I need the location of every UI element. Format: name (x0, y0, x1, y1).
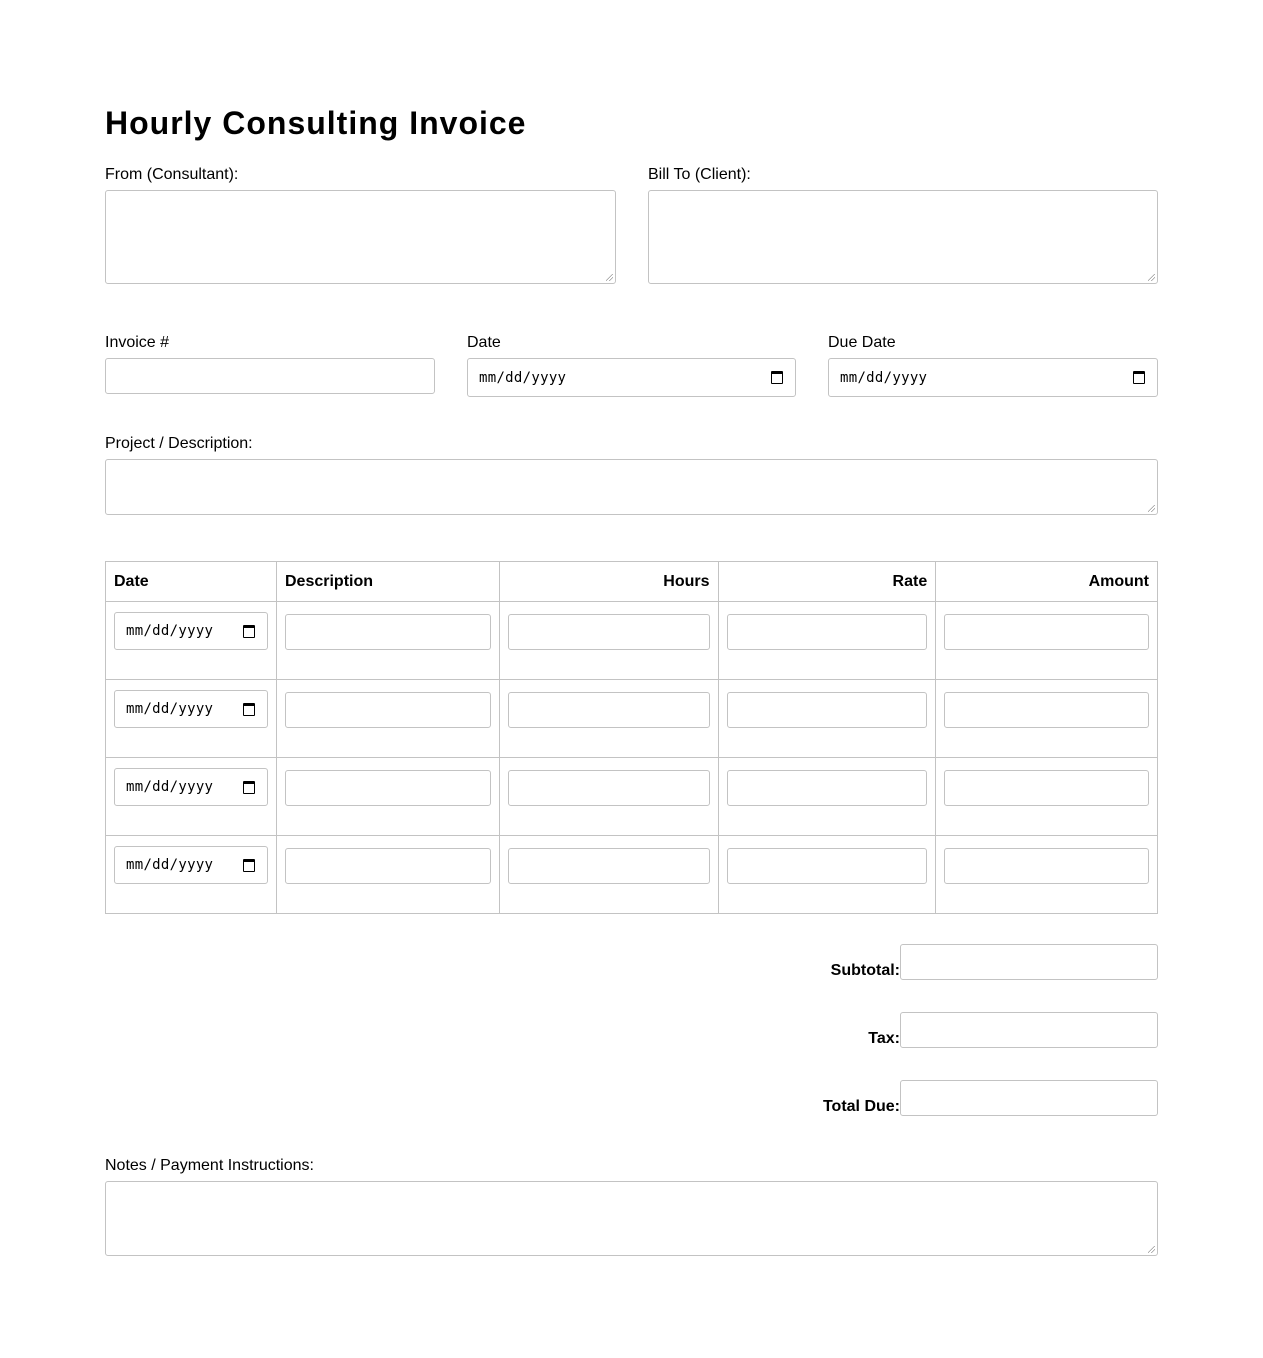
date-input[interactable] (467, 358, 796, 397)
header-hours: Hours (499, 562, 718, 602)
row-date-input[interactable] (114, 768, 268, 806)
row-rate-input[interactable] (727, 692, 928, 728)
invoice-number-label: Invoice # (105, 334, 170, 351)
bill-to-textarea[interactable] (648, 190, 1158, 284)
row-amount-input[interactable] (944, 848, 1149, 884)
date-placeholder: mm/dd/yyyy (126, 857, 214, 873)
notes-label: Notes / Payment Instructions: (105, 1157, 314, 1174)
row-hours-input[interactable] (508, 770, 710, 806)
due-date-placeholder: mm/dd/yyyy (840, 369, 928, 386)
date-label: Date (467, 334, 501, 351)
calendar-icon[interactable] (243, 625, 255, 638)
from-label: From (Consultant): (105, 166, 239, 183)
row-date-input[interactable] (114, 846, 268, 884)
resize-handle-icon[interactable] (1148, 274, 1155, 281)
row-hours-input[interactable] (508, 692, 710, 728)
table-row (106, 758, 1158, 836)
subtotal-input[interactable] (900, 944, 1158, 980)
row-date-input[interactable] (114, 690, 268, 728)
resize-handle-icon[interactable] (1148, 1246, 1155, 1253)
tax-input[interactable] (900, 1012, 1158, 1048)
row-amount-input[interactable] (944, 770, 1149, 806)
bill-to-label: Bill To (Client): (648, 166, 751, 183)
notes-textarea[interactable] (105, 1181, 1158, 1256)
project-textarea[interactable] (105, 459, 1158, 515)
row-amount-input[interactable] (944, 692, 1149, 728)
table-row (106, 836, 1158, 914)
row-description-input[interactable] (285, 614, 491, 650)
header-description: Description (277, 562, 500, 602)
row-hours-input[interactable] (508, 614, 710, 650)
row-description-input[interactable] (285, 848, 491, 884)
calendar-icon[interactable] (771, 371, 783, 384)
calendar-icon[interactable] (243, 781, 255, 794)
line-items-table (105, 561, 1158, 914)
from-textarea[interactable] (105, 190, 616, 284)
calendar-icon[interactable] (1133, 371, 1145, 384)
page-title: Hourly Consulting Invoice (105, 105, 527, 141)
row-hours-input[interactable] (508, 848, 710, 884)
calendar-icon[interactable] (243, 703, 255, 716)
total-due-label: Total Due: (822, 1098, 900, 1115)
row-date-input[interactable] (114, 612, 268, 650)
calendar-icon[interactable] (243, 859, 255, 872)
date-placeholder: mm/dd/yyyy (126, 623, 214, 639)
due-date-label: Due Date (828, 334, 896, 351)
total-due-input[interactable] (900, 1080, 1158, 1116)
subtotal-label: Subtotal: (830, 962, 900, 979)
table-row (106, 680, 1158, 758)
row-rate-input[interactable] (727, 614, 928, 650)
row-rate-input[interactable] (727, 770, 928, 806)
resize-handle-icon[interactable] (1148, 505, 1155, 512)
row-rate-input[interactable] (727, 848, 928, 884)
invoice-number-input[interactable] (105, 358, 435, 394)
header-amount: Amount (936, 562, 1158, 602)
resize-handle-icon[interactable] (606, 274, 613, 281)
date-placeholder: mm/dd/yyyy (479, 369, 567, 386)
date-placeholder: mm/dd/yyyy (126, 779, 214, 795)
due-date-input[interactable] (828, 358, 1158, 397)
row-description-input[interactable] (285, 770, 491, 806)
header-rate: Rate (718, 562, 936, 602)
project-label: Project / Description: (105, 435, 253, 452)
row-description-input[interactable] (285, 692, 491, 728)
row-amount-input[interactable] (944, 614, 1149, 650)
table-header-row (106, 562, 1158, 602)
date-placeholder: mm/dd/yyyy (126, 701, 214, 717)
tax-label: Tax: (868, 1030, 900, 1047)
table-row (106, 602, 1158, 680)
header-date: Date (106, 562, 277, 602)
